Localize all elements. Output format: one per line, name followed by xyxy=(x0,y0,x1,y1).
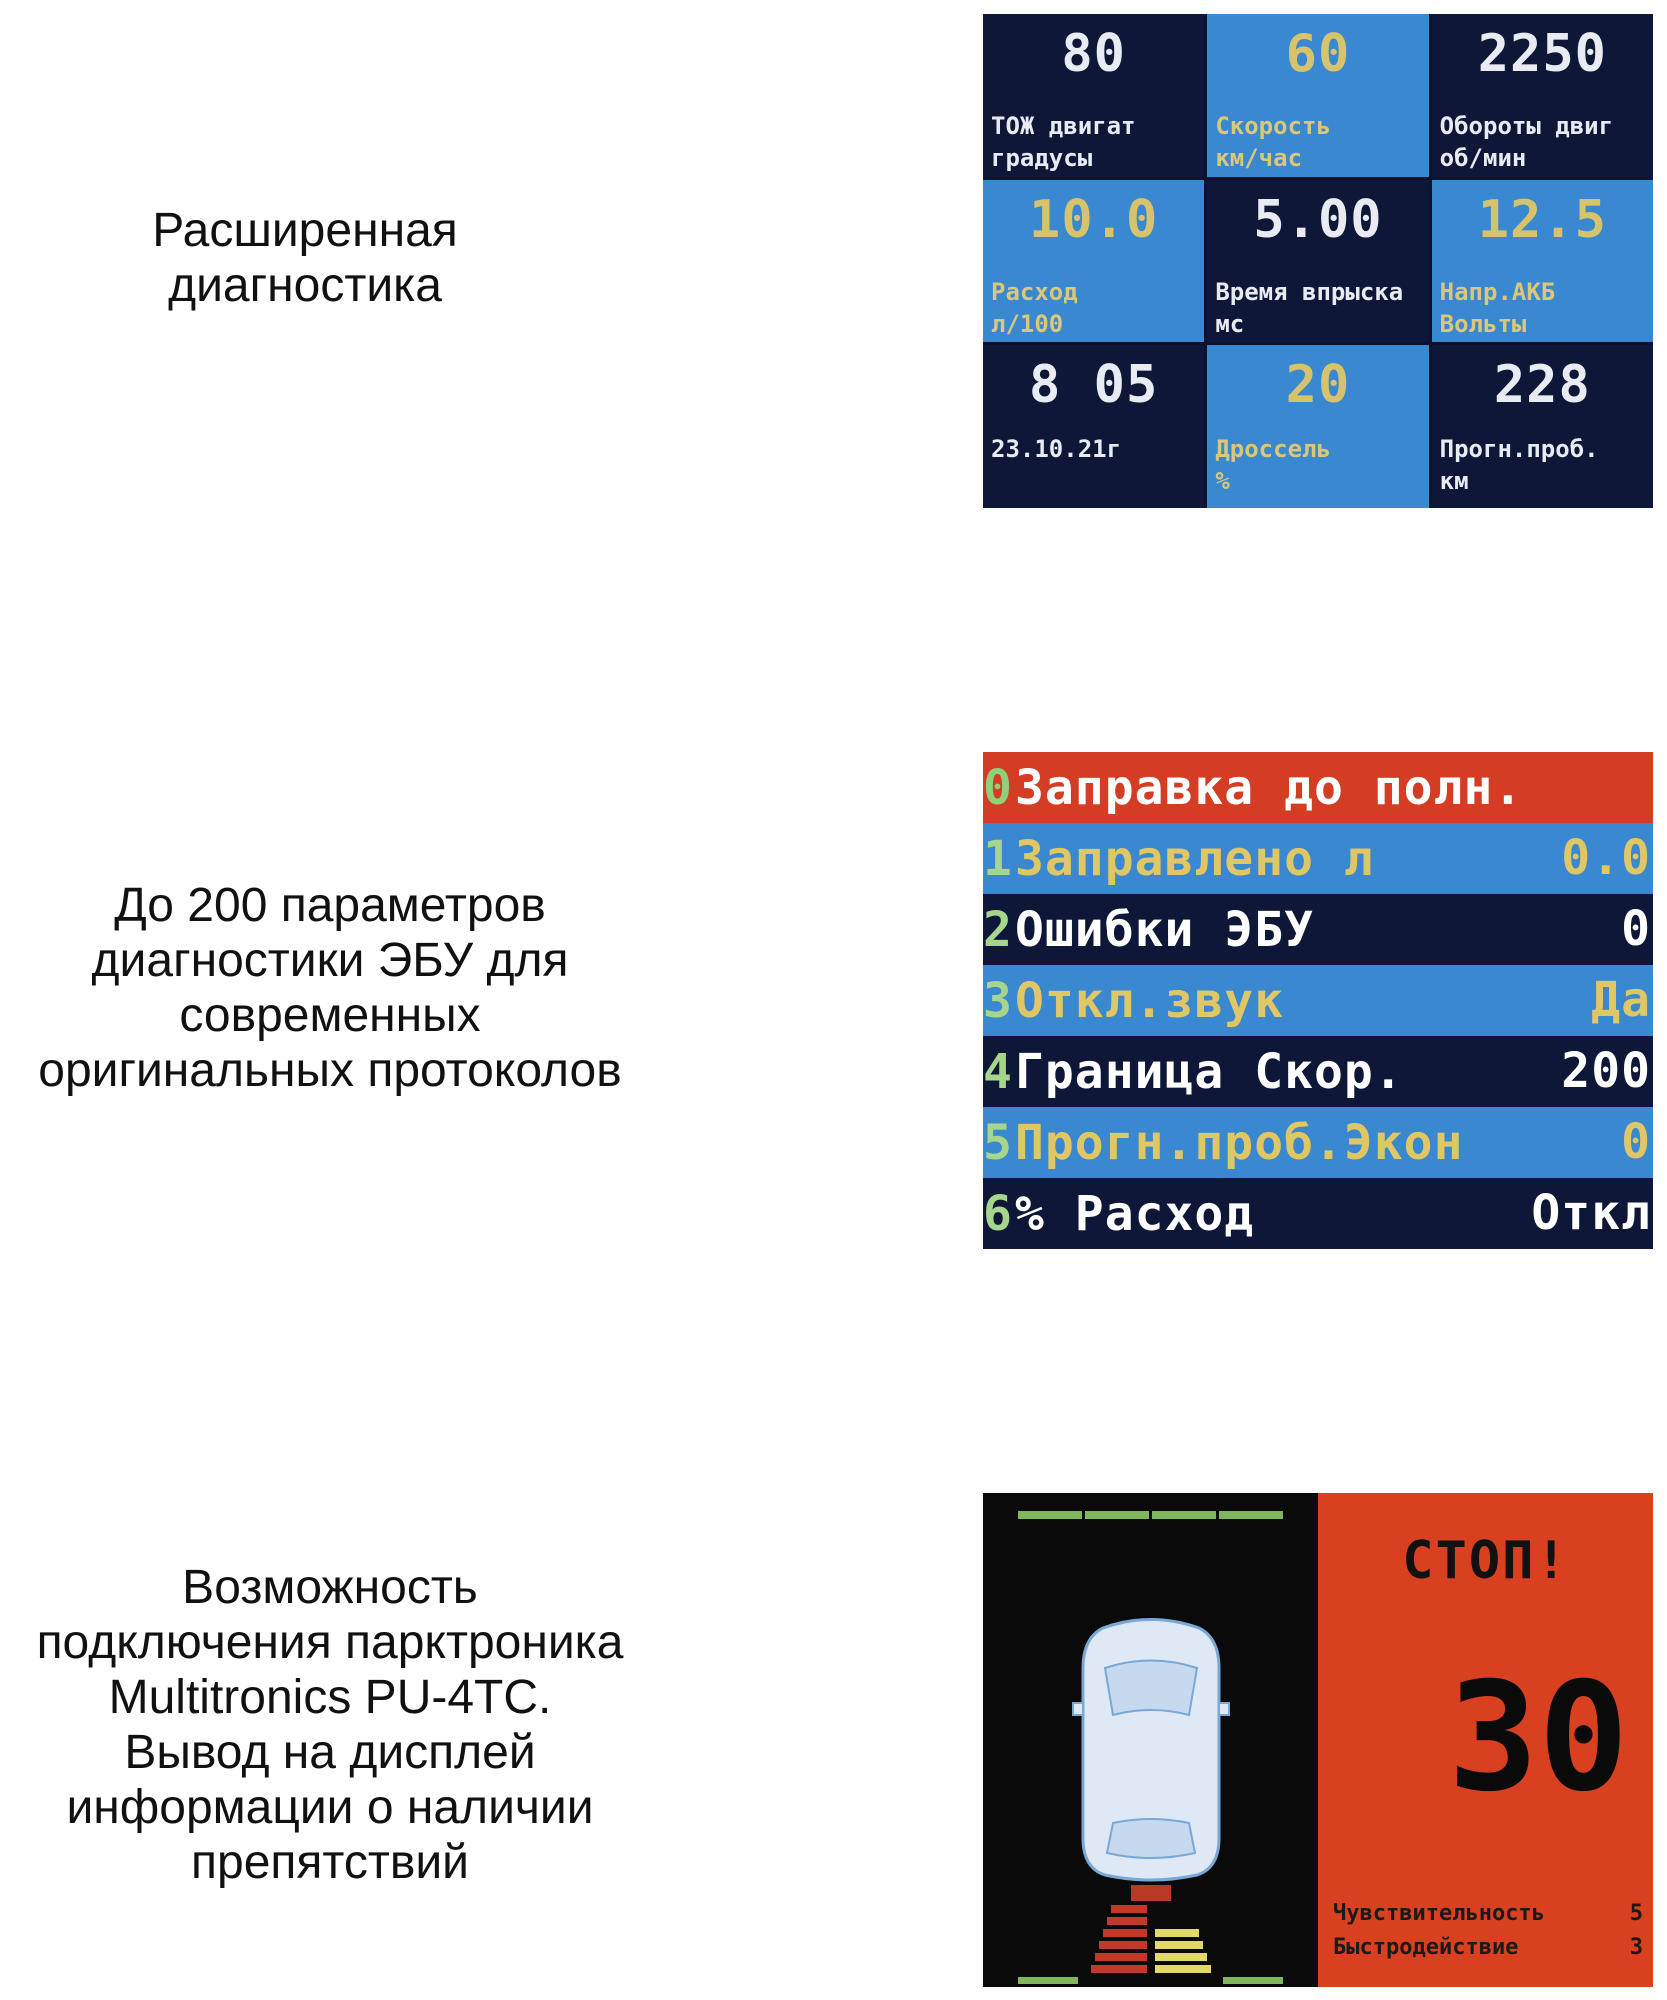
caption-line: препятствий xyxy=(191,1836,469,1889)
menu-item-range-economy[interactable] xyxy=(983,1107,1653,1178)
ecu-menu-screen xyxy=(983,752,1653,1249)
gauge-label-unit: км xyxy=(1439,467,1469,496)
caption-ecu-parameters xyxy=(0,878,660,1098)
gauge-fuel-consumption xyxy=(983,180,1204,343)
obstacle-distance: 30 xyxy=(1448,1651,1629,1825)
setting-row-response-speed xyxy=(1333,1931,1643,1965)
menu-item-label: Прогн.проб.Экон xyxy=(1015,1114,1464,1171)
menu-item-value: Да xyxy=(1591,972,1651,1028)
parking-visual-pane xyxy=(983,1493,1318,1987)
gauge-label xyxy=(991,276,1202,340)
parktronic-screen xyxy=(983,1493,1653,1987)
caption-line: диагностики ЭБУ для xyxy=(91,934,569,987)
rear-center-indicator xyxy=(1131,1885,1171,1901)
gauge-label-line: Прогн.проб. xyxy=(1439,435,1599,464)
menu-item-value: Откл xyxy=(1531,1185,1651,1241)
gauge-value: 80 xyxy=(1061,24,1126,84)
gauge-throttle xyxy=(1207,345,1428,508)
caption-line: Multitronics PU-4TC. xyxy=(108,1671,552,1724)
rear-sensor-bar-red xyxy=(1095,1953,1147,1961)
rear-sensor-bar-green xyxy=(1223,1977,1283,1984)
menu-item-consumption-percent[interactable] xyxy=(983,1178,1653,1249)
caption-line: До 200 параметров xyxy=(114,879,546,932)
rear-sensor-bar-red xyxy=(1111,1905,1147,1913)
menu-item-label: Заправлено л xyxy=(1015,830,1374,887)
setting-label: Быстродействие xyxy=(1333,1935,1519,1960)
menu-item-value: 0.0 xyxy=(1561,830,1651,886)
gauge-value: 60 xyxy=(1285,24,1351,84)
setting-value: 3 xyxy=(1629,1935,1643,1960)
rear-sensor-bar-yellow xyxy=(1155,1929,1199,1937)
rear-sensor-bar-yellow xyxy=(1155,1953,1207,1961)
gauge-label xyxy=(1215,433,1426,497)
front-sensor-bar xyxy=(1152,1511,1216,1519)
menu-item-ecu-errors[interactable] xyxy=(983,894,1653,965)
parktronic-settings xyxy=(1333,1897,1643,1965)
gauge-label-line: Время впрыска xyxy=(1215,277,1404,306)
car-rear-window xyxy=(1107,1819,1195,1858)
menu-item-value: 0 xyxy=(1621,1114,1651,1170)
menu-item-value: 200 xyxy=(1561,1043,1651,1099)
rear-sensor-bar-green xyxy=(1018,1977,1078,1984)
gauge-range-estimate xyxy=(1432,345,1653,508)
caption-line: подключения парктроника xyxy=(36,1616,624,1669)
caption-line: оригинальных протоколов xyxy=(38,1044,622,1097)
gauge-label-line: Расход xyxy=(991,277,1078,306)
setting-label: Чувствительность xyxy=(1333,1901,1545,1926)
menu-item-refuel-full[interactable] xyxy=(983,752,1653,823)
gauge-label xyxy=(1215,110,1426,174)
caption-line: информации о наличии xyxy=(66,1781,594,1834)
menu-item-number: 6 xyxy=(983,1185,1013,1242)
gauge-value: 12.5 xyxy=(1477,189,1607,250)
gauge-label-line: Скорость xyxy=(1215,112,1331,140)
rear-sensor-bar-yellow xyxy=(1155,1941,1203,1949)
gauge-value: 5.00 xyxy=(1253,189,1383,250)
gauge-label-unit: об/мин xyxy=(1439,144,1527,172)
front-sensor-bar xyxy=(1018,1511,1082,1519)
gauge-label xyxy=(1440,433,1651,497)
gauge-label xyxy=(991,433,1202,465)
menu-item-label: Граница Скор. xyxy=(1015,1043,1404,1100)
menu-item-label: Заправка до полн. xyxy=(1015,759,1524,816)
parktronic-info-pane xyxy=(1318,1493,1653,1987)
caption-line: диагностика xyxy=(168,259,442,312)
car-mirror-right xyxy=(1219,1703,1229,1715)
menu-item-speed-limit[interactable] xyxy=(983,1036,1653,1107)
gauge-value: 10.0 xyxy=(1029,189,1159,250)
gauge-label-line: 23.10.21г xyxy=(991,435,1122,464)
menu-item-label: Ошибки ЭБУ xyxy=(1015,901,1314,958)
car-top-view-icon xyxy=(983,1493,1318,1987)
menu-item-number: 0 xyxy=(983,759,1013,816)
gauge-label-unit: км/час xyxy=(1215,144,1303,172)
setting-row-sensitivity xyxy=(1333,1897,1643,1931)
front-sensor-bar xyxy=(1085,1511,1149,1519)
menu-item-refueled-liters[interactable] xyxy=(983,823,1653,894)
caption-line: Возможность xyxy=(182,1561,478,1614)
front-sensor-bar xyxy=(1219,1511,1283,1519)
diagnostics-dashboard-screen xyxy=(983,14,1653,508)
caption-line: Вывод на дисплей xyxy=(124,1726,536,1779)
gauge-label xyxy=(1440,276,1651,340)
gauge-clock-date xyxy=(983,345,1204,508)
gauge-value: 8 05 xyxy=(1029,355,1159,416)
gauge-rpm xyxy=(1432,14,1653,177)
rear-sensor-bar-red xyxy=(1103,1929,1147,1937)
menu-item-number: 1 xyxy=(983,830,1013,887)
gauge-label-unit: градусы xyxy=(991,144,1093,172)
rear-sensor-bar-red xyxy=(1091,1965,1147,1973)
gauge-coolant-temp xyxy=(983,14,1204,177)
caption-parktronic xyxy=(0,1560,660,1890)
gauge-battery-voltage xyxy=(1432,180,1653,343)
gauge-label-line: Дроссель xyxy=(1215,435,1331,464)
rear-sensor-bar-red xyxy=(1099,1941,1147,1949)
gauge-value: 2250 xyxy=(1477,24,1607,84)
rear-sensor-bar-yellow xyxy=(1155,1965,1211,1973)
gauge-label-unit: % xyxy=(1215,467,1230,496)
gauge-label-line: Напр.АКБ xyxy=(1439,277,1556,306)
gauge-value: 228 xyxy=(1493,355,1591,416)
setting-value: 5 xyxy=(1629,1901,1643,1926)
menu-item-number: 2 xyxy=(983,901,1013,958)
gauge-label-unit: Вольты xyxy=(1439,309,1527,338)
menu-item-number: 3 xyxy=(983,972,1013,1029)
caption-line: Расширенная xyxy=(152,204,458,257)
menu-item-label: Откл.звук xyxy=(1015,972,1285,1029)
gauge-label xyxy=(1440,110,1651,174)
gauge-label-line: Обороты двиг xyxy=(1439,112,1614,140)
menu-item-value: 0 xyxy=(1621,901,1651,957)
gauge-injection-time xyxy=(1207,180,1428,343)
gauge-label-unit: мс xyxy=(1215,309,1245,338)
gauge-label-line: ТОЖ двигат xyxy=(991,112,1136,140)
menu-item-mute-sound[interactable] xyxy=(983,965,1653,1036)
menu-item-label: % Расход xyxy=(1015,1185,1255,1242)
gauge-speed xyxy=(1207,14,1428,177)
gauge-label-unit: л/100 xyxy=(991,309,1064,338)
caption-advanced-diagnostics xyxy=(0,203,610,313)
car-mirror-left xyxy=(1073,1703,1083,1715)
car-windshield xyxy=(1105,1661,1197,1716)
gauge-value: 20 xyxy=(1285,355,1351,416)
gauge-label xyxy=(991,110,1202,174)
menu-item-number: 5 xyxy=(983,1114,1013,1171)
caption-line: современных xyxy=(179,989,481,1042)
menu-item-number: 4 xyxy=(983,1043,1013,1100)
rear-sensor-bar-red xyxy=(1107,1917,1147,1925)
stop-warning: СТОП! xyxy=(1402,1531,1569,1591)
gauge-label xyxy=(1215,276,1426,340)
